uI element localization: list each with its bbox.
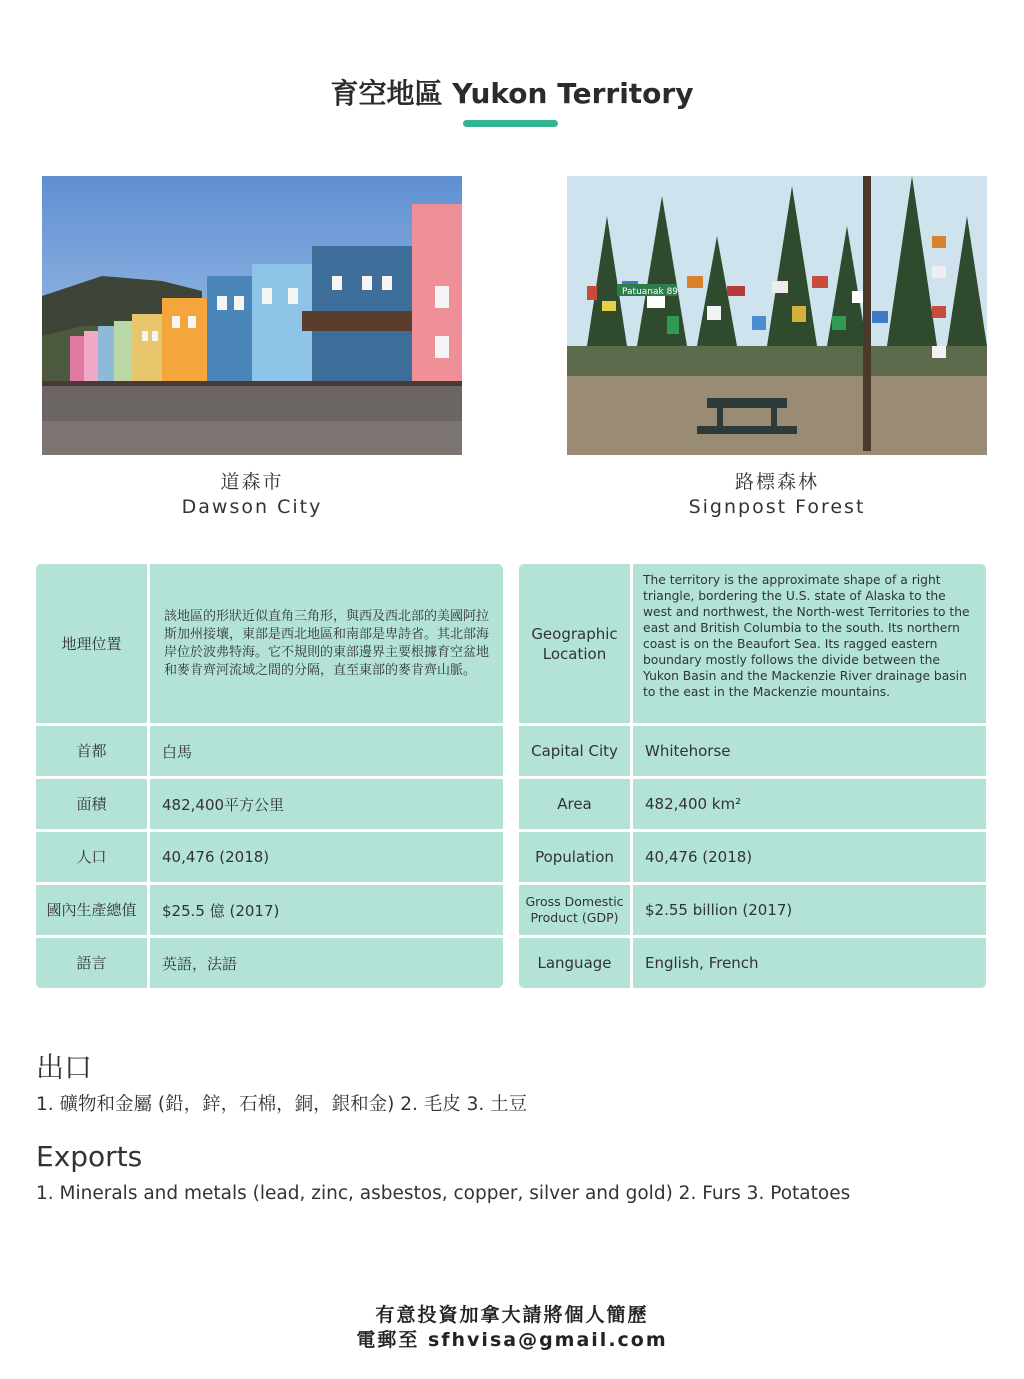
table-row <box>36 938 503 988</box>
row-label: 語言 <box>36 938 147 988</box>
row-value: English, French <box>633 938 986 988</box>
table-row <box>519 564 986 723</box>
page-title: 育空地區 Yukon Territory <box>330 77 694 110</box>
row-value: $2.55 billion (2017) <box>633 885 986 935</box>
row-label: Population <box>519 832 630 882</box>
table-row <box>519 726 986 776</box>
table-row <box>519 779 986 829</box>
table-row <box>519 938 986 988</box>
row-value: Whitehorse <box>633 726 986 776</box>
info-table-en <box>519 564 986 988</box>
row-label: Language <box>519 938 630 988</box>
signpost-forest-caption <box>567 470 987 520</box>
signpost-patuanak-text: Patuanak 89 <box>622 287 679 297</box>
row-label: 人口 <box>36 832 147 882</box>
dawson-city-caption <box>42 470 462 520</box>
info-table-zh <box>36 564 503 988</box>
row-value: 40,476 (2018) <box>150 832 503 882</box>
table-row <box>36 726 503 776</box>
signpost-forest-caption-en: Signpost Forest <box>688 496 866 518</box>
table-row <box>36 564 503 723</box>
row-value: $25.5 億 (2017) <box>150 885 503 935</box>
row-value: 482,400平方公里 <box>150 779 503 829</box>
dawson-city-caption-zh: 道森市 <box>220 471 284 493</box>
exports-en-title: Exports <box>36 1140 143 1173</box>
title-underline <box>463 120 558 127</box>
exports-zh-title: 出口 <box>36 1051 93 1084</box>
row-label: 地理位置 <box>36 564 147 723</box>
signpost-forest-caption-zh: 路標森林 <box>734 471 819 493</box>
row-label: 國內生產總值 <box>36 885 147 935</box>
row-value: 白馬 <box>150 726 503 776</box>
table-row <box>36 832 503 882</box>
dawson-city-caption-en: Dawson City <box>181 496 323 518</box>
exports-zh-list: 1. 礦物和金屬 (鉛，鋅，石棉，銅，銀和金) 2. 毛皮 3. 土豆 <box>36 1094 528 1115</box>
signpost-forest-photo <box>567 176 987 455</box>
row-label: Geographic Location <box>519 564 630 723</box>
footer-contact-email: 電郵至 sfhvisa@gmail.com <box>356 1329 668 1351</box>
row-label: Gross Domestic Product (GDP) <box>519 885 630 935</box>
row-value: 該地區的形狀近似直角三角形，與西及西北部的美國阿拉斯加州接壤，東部是西北地區和南部是卑詩省。其北部海岸位於波弗特海。它不規則的東部邊界主要根據育空盆地和麥肯齊河流域之間的分隔，直至東部的麥肯齊山脈。 <box>150 564 503 723</box>
dawson-city-photo <box>42 176 462 455</box>
row-value: 40,476 (2018) <box>633 832 986 882</box>
table-row <box>519 832 986 882</box>
row-label: Capital City <box>519 726 630 776</box>
table-row <box>36 779 503 829</box>
row-value: The territory is the approximate shape of a right triangle, bordering the U.S. state of Alaska to the west and northwest, the North-west Territories to the east and British Columbia to the south. Its northern coast is on the Beaufort Sea. Its ragged eastern boundary mostly follows the divide between the Yukon Basin and the Mackenzie River drainage basin to the east in the Mackenzie mountains. <box>633 564 986 723</box>
table-row <box>36 885 503 935</box>
exports-en-list: 1. Minerals and metals (lead, zinc, asbestos, copper, silver and gold) 2. Furs 3. Potatoes <box>36 1183 851 1204</box>
row-value: 英語，法語 <box>150 938 503 988</box>
table-row <box>519 885 986 935</box>
row-label: Area <box>519 779 630 829</box>
row-label: 首都 <box>36 726 147 776</box>
row-value: 482,400 km² <box>633 779 986 829</box>
row-label: 面積 <box>36 779 147 829</box>
footer-contact-line1: 有意投資加拿大請將個人簡歷 <box>375 1304 649 1326</box>
